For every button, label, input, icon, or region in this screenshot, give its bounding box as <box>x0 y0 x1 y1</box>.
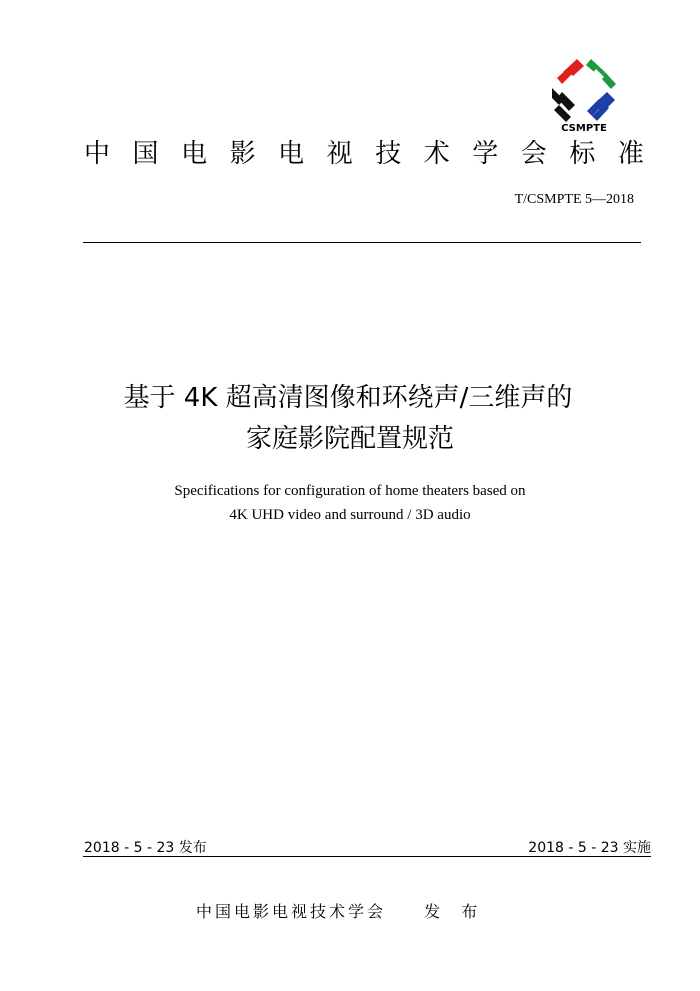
english-title-line-1: Specifications for configuration of home theaters based on <box>174 483 526 499</box>
org-title-char: 标 <box>569 139 596 169</box>
standard-number: T/CSMPTE 5—2018 <box>514 192 634 207</box>
org-title-char: 学 <box>472 139 499 169</box>
org-title-char: 技 <box>375 139 402 169</box>
chinese-title-line-1: 基于 4K 超高清图像和环绕声/三维声的 <box>123 383 573 413</box>
logo-text: CSMPTE <box>561 123 607 134</box>
org-title-char: 电 <box>278 139 305 169</box>
org-title-char: 视 <box>326 139 353 169</box>
publish-label: 发 布 <box>424 902 486 921</box>
org-title-char: 术 <box>423 139 450 169</box>
english-title-line-2: 4K UHD video and surround / 3D audio <box>229 507 471 523</box>
org-title-char: 国 <box>132 139 159 169</box>
header-divider <box>83 242 641 243</box>
org-title-char: 准 <box>617 139 644 169</box>
publisher-line <box>196 901 485 923</box>
organization-standard-title <box>84 138 644 170</box>
implementation-date: 2018 - 5 - 23 实施 <box>528 840 651 856</box>
footer-divider <box>83 856 651 857</box>
issue-date: 2018 - 5 - 23 发布 <box>84 840 207 856</box>
org-title-char: 影 <box>229 139 256 169</box>
publisher-name: 中国电影电视技术学会 <box>196 902 387 921</box>
chinese-title-line-2: 家庭影院配置规范 <box>245 424 454 454</box>
csmpte-logo <box>549 56 619 134</box>
org-title-char: 电 <box>181 139 208 169</box>
org-title-char: 中 <box>84 139 111 169</box>
org-title-char: 会 <box>520 139 547 169</box>
